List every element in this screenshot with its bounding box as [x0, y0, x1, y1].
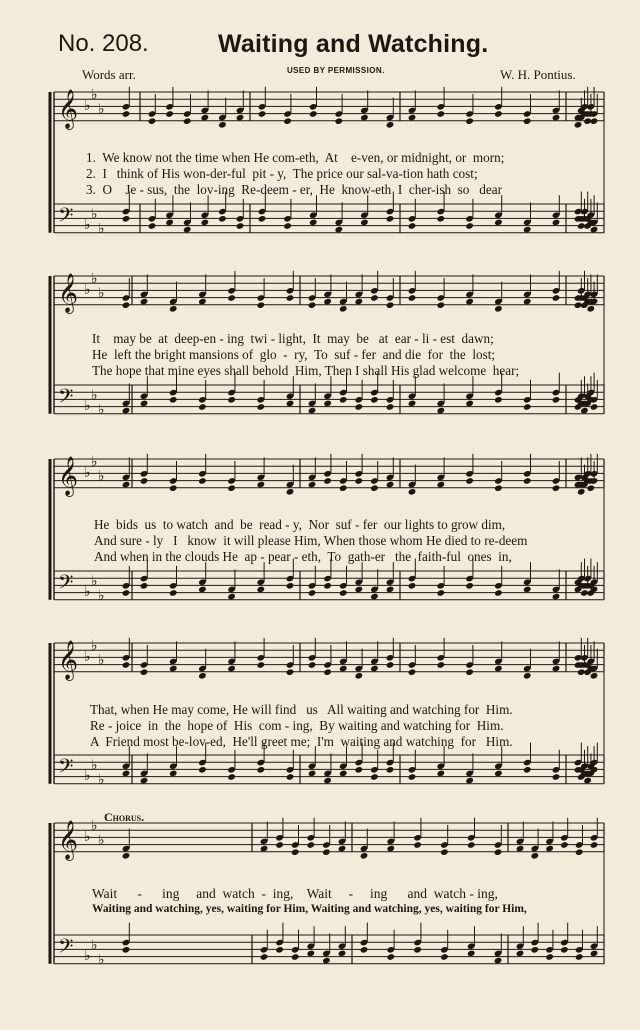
notehead	[140, 298, 149, 306]
notehead	[323, 777, 332, 785]
flat-icon: ♭	[84, 948, 91, 965]
chorus-label: Chorus.	[104, 810, 145, 824]
notehead	[590, 117, 599, 125]
notehead	[545, 953, 554, 961]
notehead	[413, 841, 422, 849]
notehead	[354, 477, 363, 485]
notehead	[260, 953, 269, 961]
flat-icon: ♭	[84, 768, 91, 785]
notehead	[286, 582, 295, 590]
notehead	[286, 294, 295, 302]
notehead	[408, 222, 417, 230]
notehead	[552, 773, 561, 781]
notehead	[574, 121, 583, 129]
notehead	[586, 484, 595, 492]
notehead	[140, 400, 149, 408]
notehead	[140, 477, 149, 485]
notehead	[283, 117, 292, 125]
notehead	[552, 114, 561, 122]
bass-clef-icon: 𝄢	[58, 384, 74, 413]
notehead	[338, 845, 347, 853]
notehead	[436, 110, 445, 118]
flat-icon: ♭	[91, 206, 98, 223]
notehead	[516, 950, 525, 958]
notehead	[545, 845, 554, 853]
bass-clef-icon: 𝄢	[58, 934, 74, 963]
notehead	[465, 582, 474, 590]
notehead	[440, 953, 449, 961]
notehead	[530, 946, 539, 954]
notehead	[140, 777, 149, 785]
notehead	[339, 396, 348, 404]
notehead	[440, 848, 449, 856]
notehead	[198, 477, 207, 485]
flat-icon: ♭	[91, 271, 98, 288]
notehead	[323, 477, 332, 485]
notehead	[360, 114, 369, 122]
notehead	[275, 946, 284, 954]
notehead	[275, 841, 284, 849]
treble-clef-icon: 𝄞	[58, 88, 79, 129]
notehead	[370, 396, 379, 404]
verse-line-3-2: And sure - ly I know it will please Him, When those whom He died to re-deem	[94, 533, 528, 548]
notehead	[386, 953, 395, 961]
notehead	[530, 852, 539, 860]
notehead	[590, 841, 599, 849]
treble-clef-icon: 𝄞	[58, 639, 79, 680]
notehead	[360, 219, 369, 227]
notehead	[148, 222, 157, 230]
notehead	[256, 586, 265, 594]
flat-icon: ♭	[84, 465, 91, 481]
notehead	[122, 481, 131, 489]
notehead	[590, 950, 599, 958]
notehead	[516, 845, 525, 853]
verse-line-3-1: He bids us to watch and be read - y, Nor suf - fer our lights to grow dim,	[94, 517, 506, 532]
notehead	[339, 589, 348, 597]
treble-clef-icon: 𝄞	[58, 272, 79, 313]
notehead	[370, 665, 379, 673]
notehead	[227, 484, 236, 492]
notehead	[183, 226, 192, 234]
flat-icon: ♭	[91, 818, 98, 835]
notehead	[523, 477, 532, 485]
notehead	[360, 852, 369, 860]
flat-icon: ♭	[98, 771, 105, 788]
notehead	[354, 766, 363, 774]
notehead	[169, 305, 178, 313]
notehead	[370, 773, 379, 781]
notehead	[200, 219, 209, 227]
notehead	[575, 953, 584, 961]
notehead	[218, 121, 227, 129]
hymn-number: No. 208.	[58, 30, 149, 57]
notehead	[408, 668, 417, 676]
treble-clef-icon: 𝄞	[58, 455, 79, 496]
notehead	[323, 298, 332, 306]
notehead	[408, 114, 417, 122]
notehead	[523, 226, 532, 234]
notehead	[169, 484, 178, 492]
notehead	[227, 396, 236, 404]
bass-clef-icon: 𝄢	[58, 754, 74, 783]
notehead	[169, 770, 178, 778]
notehead	[354, 586, 363, 594]
verse-line-4-1: That, when He may come, He will find us All waiting and watching for Him.	[90, 702, 513, 717]
notehead	[386, 481, 395, 489]
flat-icon: ♭	[91, 87, 98, 104]
notehead	[494, 110, 503, 118]
notehead	[122, 301, 131, 309]
notehead	[590, 672, 599, 680]
notehead	[552, 484, 561, 492]
notehead	[218, 215, 227, 223]
notehead	[122, 589, 131, 597]
flat-icon: ♭	[98, 285, 105, 302]
verse-line-4-3: A Friend most be-lov-ed, He'll greet me; I'm waiting and watching for Him.	[90, 734, 513, 749]
notehead	[523, 117, 532, 125]
notehead	[583, 777, 592, 785]
notehead	[322, 848, 331, 856]
notehead	[575, 848, 584, 856]
notehead	[494, 848, 503, 856]
treble-clef-icon: 𝄞	[58, 819, 79, 860]
notehead	[339, 305, 348, 313]
notehead	[198, 766, 207, 774]
notehead	[354, 298, 363, 306]
flat-icon: ♭	[84, 398, 91, 415]
notehead	[465, 222, 474, 230]
chorus-line-2: Waiting and watching, yes, waiting for Him, Waiting and watching, yes, waiting for Him,	[92, 903, 527, 915]
notehead	[308, 301, 317, 309]
notehead	[339, 770, 348, 778]
notehead	[354, 403, 363, 411]
notehead	[494, 957, 503, 965]
notehead	[256, 766, 265, 774]
notehead	[523, 298, 532, 306]
notehead	[386, 661, 395, 669]
notehead	[227, 593, 236, 601]
notehead	[494, 589, 503, 597]
notehead	[436, 770, 445, 778]
notehead	[200, 114, 209, 122]
notehead	[258, 110, 267, 118]
verse-line-1-1: 1. We know not the time when He com-eth, At e-ven, or midnight, or morn;	[86, 150, 505, 165]
notehead	[227, 665, 236, 673]
notehead	[283, 222, 292, 230]
notehead	[165, 219, 174, 227]
notehead	[334, 117, 343, 125]
notehead	[494, 305, 503, 313]
notehead	[436, 407, 445, 415]
notehead	[323, 582, 332, 590]
flat-icon: ♭	[98, 587, 105, 604]
notehead	[523, 672, 532, 680]
notehead	[386, 766, 395, 774]
notehead	[256, 301, 265, 309]
flat-icon: ♭	[98, 220, 105, 237]
flat-icon: ♭	[98, 832, 105, 849]
notehead	[339, 665, 348, 673]
words-credit: Words arr.	[82, 67, 136, 82]
notehead	[467, 841, 476, 849]
flat-icon: ♭	[91, 757, 98, 774]
notehead	[122, 110, 131, 118]
notehead	[306, 950, 315, 958]
notehead	[309, 219, 318, 227]
notehead	[323, 400, 332, 408]
chorus-line-1: Wait - ing and watch - ing, Wait - ing and watch - ing,	[92, 886, 498, 901]
notehead	[408, 488, 417, 496]
notehead	[408, 582, 417, 590]
notehead	[286, 400, 295, 408]
notehead	[552, 593, 561, 601]
flat-icon: ♭	[98, 652, 105, 669]
notehead	[291, 953, 300, 961]
notehead	[386, 845, 395, 853]
notehead	[465, 400, 474, 408]
verse-line-1-3: 3. O Je - sus, the lov-ing Re-deem - er, He know-eth I cher-ish so dear	[86, 182, 502, 197]
notehead	[258, 215, 267, 223]
notehead	[286, 668, 295, 676]
flat-icon: ♭	[84, 217, 91, 234]
notehead	[334, 226, 343, 234]
notehead	[354, 672, 363, 680]
composer-credit: W. H. Pontius.	[500, 67, 576, 82]
notehead	[467, 950, 476, 958]
verse-line-4-2: Re - joice in the hope of His com - ing, By waiting and watching for Him.	[90, 718, 504, 733]
notehead	[370, 294, 379, 302]
notehead	[465, 298, 474, 306]
notehead	[577, 488, 586, 496]
notehead	[140, 668, 149, 676]
notehead	[552, 665, 561, 673]
notehead	[308, 661, 317, 669]
notehead	[436, 589, 445, 597]
flat-icon: ♭	[84, 282, 91, 298]
notehead	[165, 110, 174, 118]
notehead	[308, 589, 317, 597]
notehead	[198, 672, 207, 680]
notehead	[386, 301, 395, 309]
notehead	[291, 848, 300, 856]
notehead	[408, 400, 417, 408]
notehead	[590, 226, 599, 234]
flat-icon: ♭	[91, 638, 98, 655]
notehead	[523, 766, 532, 774]
notehead	[122, 661, 131, 669]
notehead	[560, 841, 569, 849]
verse-line-2-3: The hope that mine eyes shall behold Him, Then I shall His glad welcome hear;	[92, 363, 520, 378]
notehead	[286, 488, 295, 496]
notehead	[309, 110, 318, 118]
notehead	[122, 852, 131, 860]
notehead	[198, 586, 207, 594]
notehead	[169, 665, 178, 673]
flat-icon: ♭	[84, 829, 91, 845]
notehead	[236, 114, 245, 122]
notehead	[523, 403, 532, 411]
notehead	[286, 773, 295, 781]
flat-icon: ♭	[91, 573, 98, 590]
notehead	[236, 222, 245, 230]
notehead	[408, 773, 417, 781]
notehead	[580, 407, 589, 415]
notehead	[465, 477, 474, 485]
notehead	[494, 665, 503, 673]
flat-icon: ♭	[98, 401, 105, 418]
notehead	[183, 117, 192, 125]
notehead	[122, 215, 131, 223]
verse-line-2-2: He left the bright mansions of glo - ry, To suf - fer and die for the lost;	[92, 347, 496, 362]
notehead	[122, 770, 131, 778]
notehead	[560, 946, 569, 954]
notehead	[408, 294, 417, 302]
notehead	[552, 219, 561, 227]
notehead	[169, 589, 178, 597]
notehead	[338, 950, 347, 958]
notehead	[494, 396, 503, 404]
notehead	[465, 777, 474, 785]
flat-icon: ♭	[91, 454, 98, 471]
flat-icon: ♭	[91, 387, 98, 404]
notehead	[436, 481, 445, 489]
notehead	[590, 403, 599, 411]
notehead	[308, 407, 317, 415]
notehead	[386, 586, 395, 594]
verse-line-1-2: 2. I think of His won-der-ful pit - y, The price our sal-va-tion hath cost;	[86, 166, 478, 181]
notehead	[436, 215, 445, 223]
notehead	[413, 946, 422, 954]
notehead	[386, 121, 395, 129]
verse-line-3-3: And when in the clouds He ap - pear - eth, To gath-er the faith-ful ones in,	[94, 549, 512, 564]
flat-icon: ♭	[98, 468, 105, 485]
flat-icon: ♭	[98, 101, 105, 118]
notehead	[198, 403, 207, 411]
notehead	[552, 294, 561, 302]
notehead	[122, 407, 131, 415]
flat-icon: ♭	[84, 584, 91, 601]
notehead	[198, 298, 207, 306]
notehead	[122, 946, 131, 954]
notehead	[494, 484, 503, 492]
notehead	[308, 481, 317, 489]
notehead	[339, 484, 348, 492]
notehead	[465, 117, 474, 125]
notehead	[227, 294, 236, 302]
notehead	[256, 403, 265, 411]
notehead	[260, 845, 269, 853]
permission-note: USED BY PERMISSION.	[287, 66, 385, 75]
notehead	[386, 403, 395, 411]
notehead	[148, 117, 157, 125]
notehead	[436, 661, 445, 669]
notehead	[323, 668, 332, 676]
flat-icon: ♭	[84, 649, 91, 665]
notehead	[256, 661, 265, 669]
notehead	[308, 770, 317, 778]
notehead	[227, 773, 236, 781]
hymn-title: Waiting and Watching.	[218, 30, 489, 58]
notehead	[465, 668, 474, 676]
notehead	[552, 396, 561, 404]
notehead	[386, 215, 395, 223]
flat-icon: ♭	[91, 937, 98, 954]
notehead	[494, 770, 503, 778]
notehead	[370, 484, 379, 492]
notehead	[436, 301, 445, 309]
notehead	[494, 219, 503, 227]
notehead	[586, 305, 595, 313]
notehead	[256, 481, 265, 489]
notehead	[370, 593, 379, 601]
notehead	[523, 586, 532, 594]
notehead	[322, 957, 331, 965]
flat-icon: ♭	[98, 951, 105, 968]
notehead	[169, 396, 178, 404]
bass-clef-icon: 𝄢	[58, 570, 74, 599]
bass-clef-icon: 𝄢	[58, 203, 74, 232]
notehead	[140, 582, 149, 590]
flat-icon: ♭	[84, 98, 91, 114]
notehead	[360, 946, 369, 954]
notehead	[306, 841, 315, 849]
verse-line-2-1: It may be at deep-en - ing twi - light, It may be at ear - li - est dawn;	[92, 331, 494, 346]
